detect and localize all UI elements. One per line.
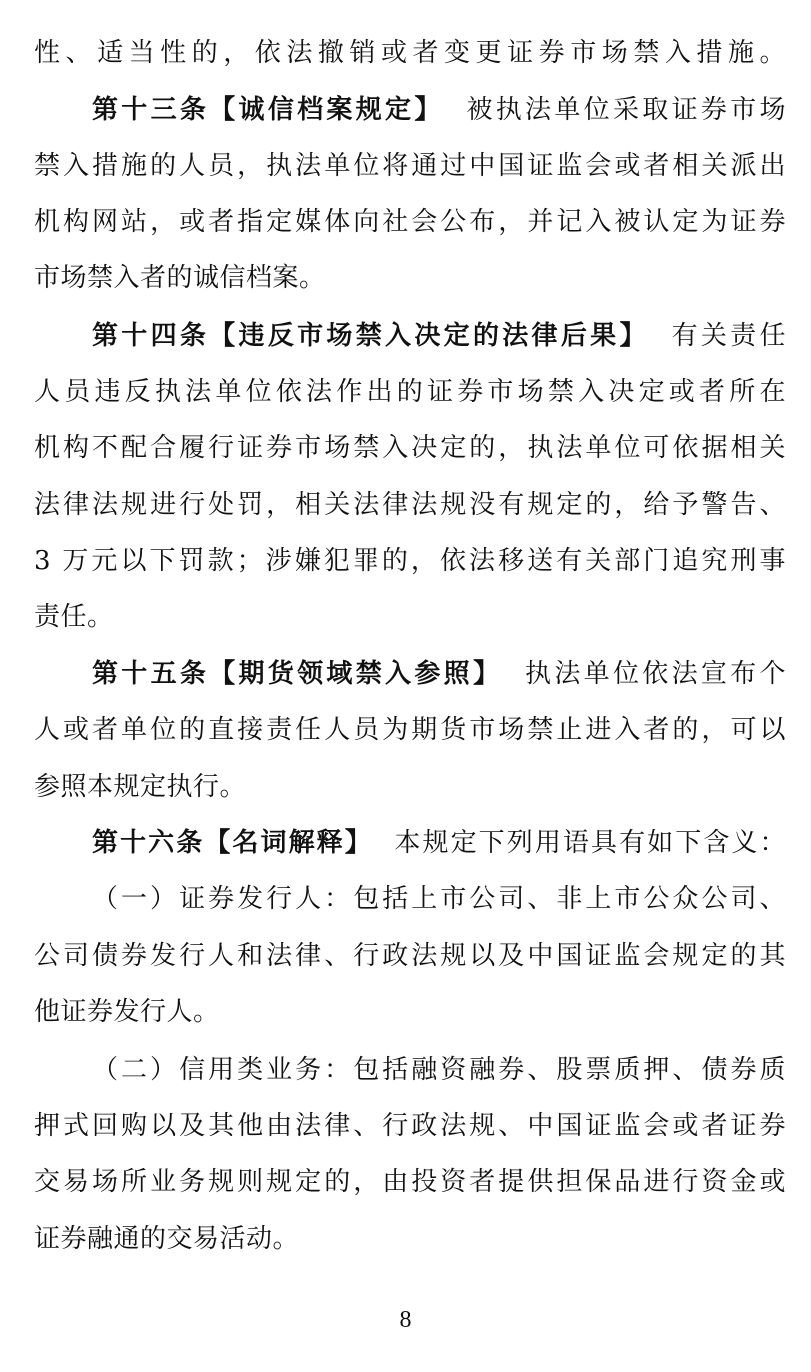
text-line: 人员违反执法单位依法作出的证券市场禁入决定或者所在 (34, 377, 786, 407)
text-line: 人或者单位的直接责任人员为期货市场禁止进入者的，可以 (34, 715, 786, 745)
article-16-heading: 第十六条【名词解释】 (92, 828, 373, 858)
text-line: 禁入措施的人员，执法单位将通过中国证监会或者相关派出 (34, 151, 786, 181)
definition-1-first-line: （一）证券发行人：包括上市公司、非上市公众公司、 (92, 884, 786, 914)
article-15-first-line (92, 654, 786, 694)
text-line: 证券融通的交易活动。 (34, 1224, 300, 1254)
text-line: 法律法规进行处罚，相关法律法规没有规定的，给予警告、 (34, 490, 786, 520)
page-number: 8 (399, 1307, 412, 1333)
text-span: 执法单位依法宣布个 (522, 659, 786, 689)
text-line: 市场禁入者的诚信档案。 (34, 263, 326, 293)
text-line: 参照本规定执行。 (34, 772, 247, 802)
article-13-first-line (92, 90, 786, 130)
text-line: 交易场所业务规则规定的，由投资者提供担保品进行资金或 (34, 1167, 786, 1197)
text-line: 他证券发行人。 (34, 997, 220, 1027)
article-14-first-line (92, 316, 786, 356)
text-line: 机构网站，或者指定媒体向社会公布，并记入被认定为证券 (34, 207, 786, 237)
text-line: 机构不配合履行证券市场禁入决定的，执法单位可依据相关 (34, 433, 786, 463)
text-line: 押式回购以及其他由法律、行政法规、中国证监会或者证券 (34, 1111, 786, 1141)
article-13-heading: 第十三条【诚信档案规定】 (92, 95, 444, 125)
article-15-heading: 第十五条【期货领域禁入参照】 (92, 659, 503, 689)
text-line: 性、适当性的，依法撤销或者变更证券市场禁入措施。 (34, 38, 786, 68)
definition-2-first-line: （二）信用类业务：包括融资融券、股票质押、债券质 (92, 1055, 786, 1085)
article-14-heading: 第十四条【违反市场禁入决定的法律后果】 (92, 321, 649, 351)
text-span: 被执法单位采取证券市场 (463, 95, 786, 125)
text-span: 有关责任 (668, 321, 786, 351)
text-span: 本规定下列用语具有如下含义： (392, 828, 786, 858)
text-line: 责任。 (34, 602, 114, 632)
text-line: 公司债券发行人和法律、行政法规以及中国证监会规定的其 (34, 941, 786, 971)
article-16-first-line (92, 823, 786, 863)
text-line: 3 万元以下罚款；涉嫌犯罪的，依法移送有关部门追究刑事 (34, 546, 786, 576)
